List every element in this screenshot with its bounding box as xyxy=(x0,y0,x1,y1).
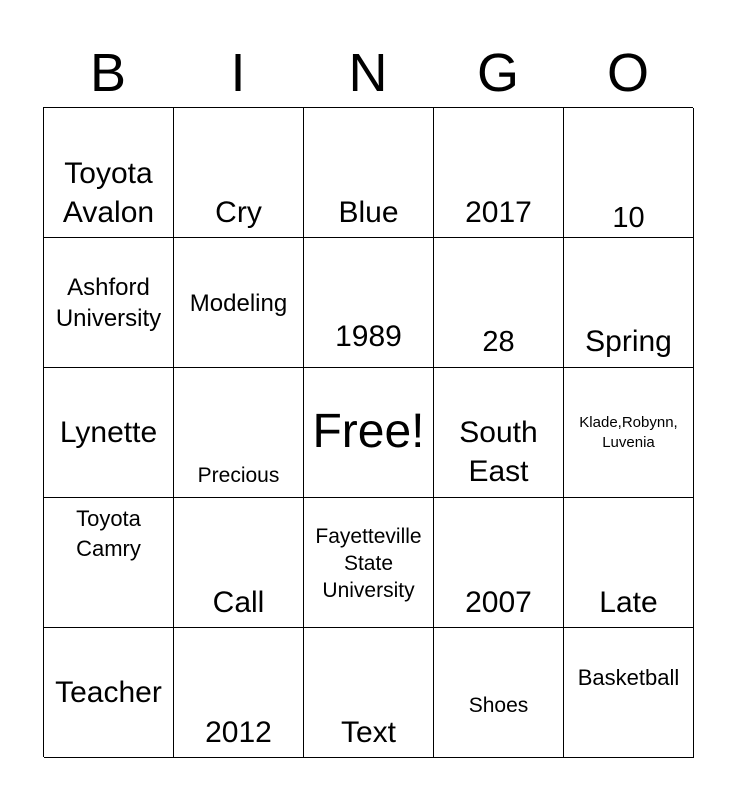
bingo-cell[interactable] xyxy=(304,498,434,628)
bingo-cell[interactable] xyxy=(434,108,564,238)
cell-label: 10 xyxy=(612,202,645,234)
cell-label: 2017 xyxy=(465,196,532,229)
cell-label: Late xyxy=(599,586,658,619)
cell-label: Text xyxy=(340,716,397,749)
bingo-cell[interactable] xyxy=(434,368,564,498)
header-letter-o: O xyxy=(606,43,649,103)
bingo-cell[interactable] xyxy=(434,498,564,628)
cell-label: 2007 xyxy=(465,586,532,619)
cell-label: 2012 xyxy=(205,716,272,749)
bingo-cell[interactable] xyxy=(564,628,694,758)
cell-label: Basketball xyxy=(577,665,680,690)
cell-label: Klade,Robynn, Luvenia xyxy=(579,414,678,451)
bingo-cell[interactable] xyxy=(304,108,434,238)
cell-label: Lynette xyxy=(59,416,158,449)
bingo-cell[interactable] xyxy=(304,238,434,368)
cell-label: Blue xyxy=(338,196,399,229)
bingo-cell[interactable] xyxy=(304,368,434,498)
cell-label: Modeling xyxy=(189,290,288,317)
cell-label: Precious xyxy=(197,464,280,487)
bingo-cell[interactable] xyxy=(174,108,304,238)
cell-label: Cry xyxy=(215,196,262,229)
header-letter-i: I xyxy=(230,43,246,103)
cell-label: Ashford University xyxy=(55,274,162,332)
header-letter-n: N xyxy=(348,43,388,103)
free-space: Free! xyxy=(312,405,425,458)
bingo-cell[interactable] xyxy=(44,498,174,628)
cell-label: Teacher xyxy=(55,676,162,709)
bingo-cell[interactable] xyxy=(564,498,694,628)
cell-label: Spring xyxy=(585,325,672,358)
bingo-cell[interactable] xyxy=(434,238,564,368)
header-letter-g: G xyxy=(476,43,519,103)
bingo-card xyxy=(43,107,693,757)
bingo-cell[interactable] xyxy=(44,238,174,368)
bingo-cell[interactable] xyxy=(564,368,694,498)
cell-label: Toyota Camry xyxy=(76,506,141,561)
bingo-cell[interactable] xyxy=(304,628,434,758)
bingo-cell[interactable] xyxy=(44,108,174,238)
bingo-cell[interactable] xyxy=(434,628,564,758)
bingo-cell[interactable] xyxy=(174,498,304,628)
header-letter-b: B xyxy=(89,43,127,103)
bingo-header xyxy=(43,38,693,108)
bingo-cell[interactable] xyxy=(174,628,304,758)
bingo-cell[interactable] xyxy=(44,628,174,758)
cell-label: Fayetteville State University xyxy=(315,525,422,602)
cell-label: South East xyxy=(459,416,538,488)
bingo-cell[interactable] xyxy=(564,238,694,368)
bingo-cell[interactable] xyxy=(174,368,304,498)
bingo-cell[interactable] xyxy=(174,238,304,368)
bingo-cell[interactable] xyxy=(564,108,694,238)
cell-label: Shoes xyxy=(468,694,529,717)
bingo-cell[interactable] xyxy=(44,368,174,498)
cell-label: Call xyxy=(212,586,265,619)
cell-label: Toyota Avalon xyxy=(62,157,155,229)
cell-label: 1989 xyxy=(335,320,402,353)
cell-label: 28 xyxy=(482,326,515,358)
